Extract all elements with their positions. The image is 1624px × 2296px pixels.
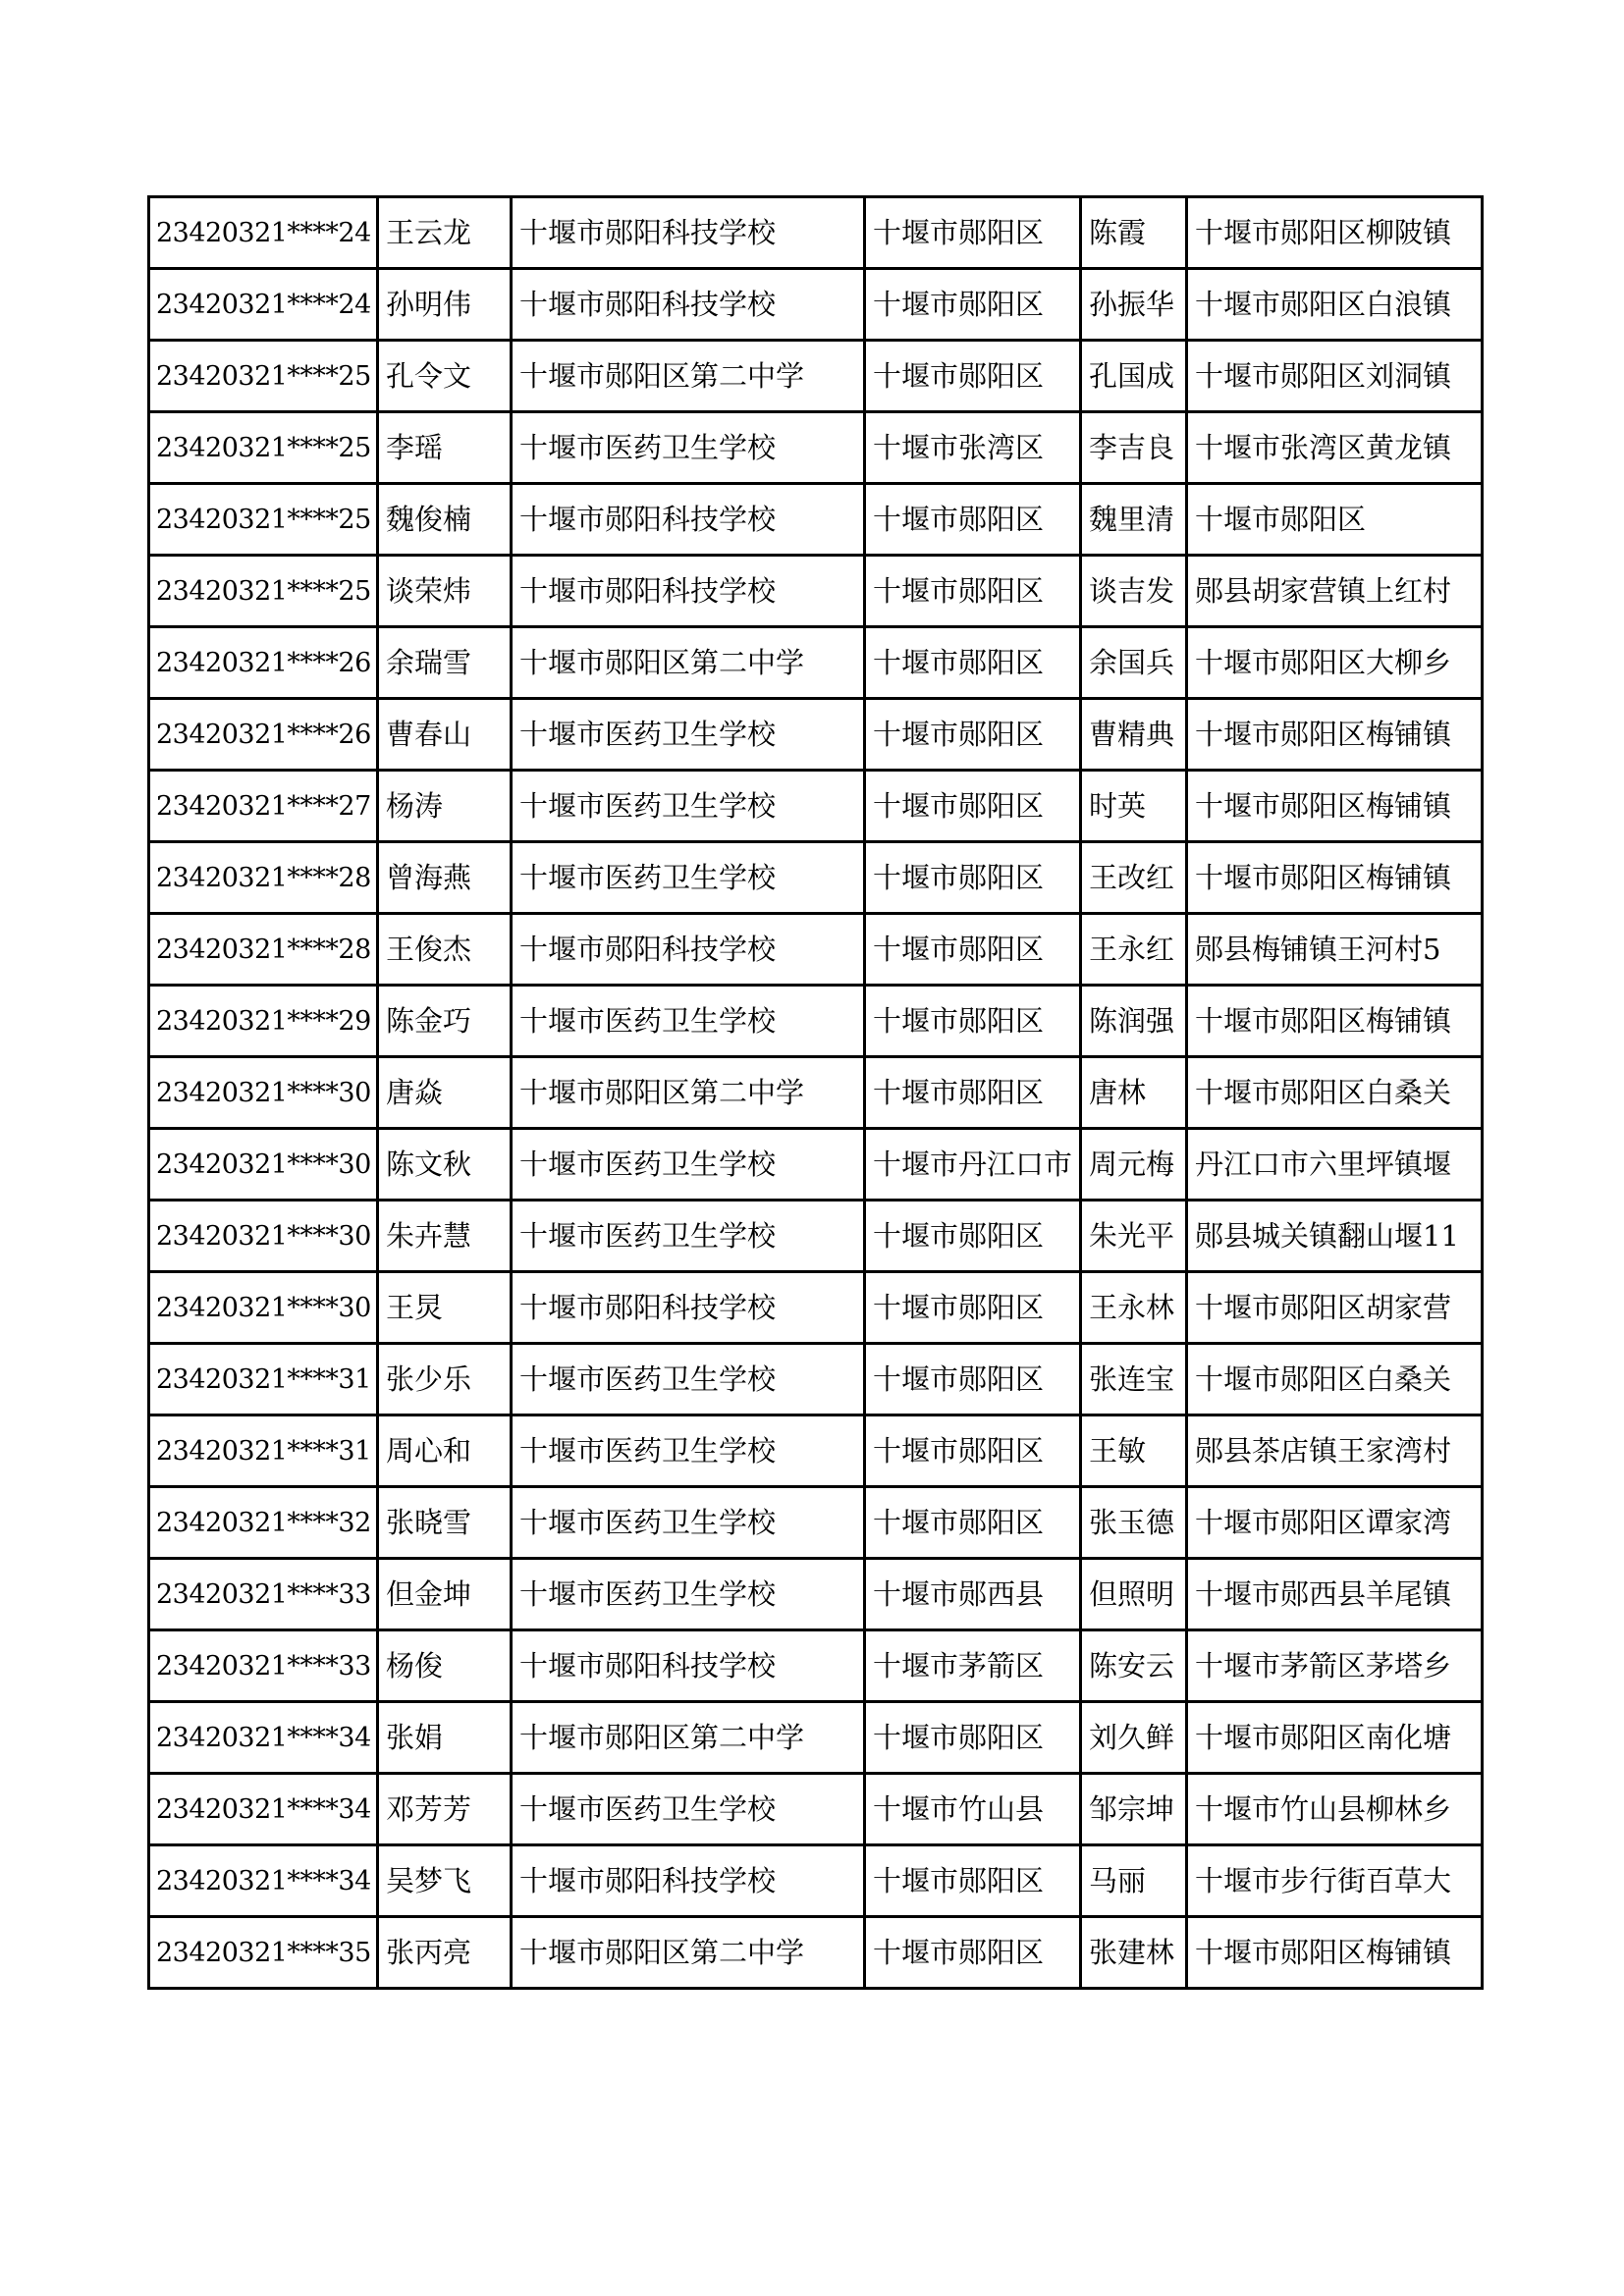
student-name-cell: 孙明伟 [378, 269, 512, 341]
address-cell: 十堰市郧阳区梅铺镇 [1187, 842, 1483, 914]
table-row [149, 699, 1483, 771]
id-number-cell: 23420321****33 [149, 1559, 378, 1630]
student-name-cell: 王云龙 [378, 197, 512, 269]
address-cell: 郧县城关镇翻山堰11 [1187, 1201, 1483, 1272]
address-cell: 郧县茶店镇王家湾村 [1187, 1415, 1483, 1487]
district-cell: 十堰市郧阳区 [865, 1057, 1081, 1129]
id-number-cell: 23420321****30 [149, 1201, 378, 1272]
address-cell: 十堰市郧阳区白浪镇 [1187, 269, 1483, 341]
guardian-name-cell: 周元梅 [1081, 1129, 1187, 1201]
table-row [149, 1415, 1483, 1487]
district-cell: 十堰市郧阳区 [865, 484, 1081, 556]
address-cell: 十堰市郧阳区胡家营 [1187, 1272, 1483, 1344]
student-name-cell: 张娟 [378, 1702, 512, 1774]
district-cell: 十堰市郧阳区 [865, 699, 1081, 771]
table-row [149, 771, 1483, 842]
table-row [149, 1272, 1483, 1344]
table-row [149, 842, 1483, 914]
student-name-cell: 朱卉慧 [378, 1201, 512, 1272]
id-number-cell: 23420321****24 [149, 269, 378, 341]
address-cell: 十堰市郧阳区梅铺镇 [1187, 986, 1483, 1057]
district-cell: 十堰市郧阳区 [865, 341, 1081, 412]
school-cell: 十堰市医药卫生学校 [512, 1344, 865, 1415]
guardian-name-cell: 余国兵 [1081, 627, 1187, 699]
school-cell: 十堰市郧阳区第二中学 [512, 1917, 865, 1989]
address-cell: 十堰市竹山县柳林乡 [1187, 1774, 1483, 1845]
school-cell: 十堰市郧阳科技学校 [512, 1630, 865, 1702]
guardian-name-cell: 陈润强 [1081, 986, 1187, 1057]
school-cell: 十堰市医药卫生学校 [512, 1487, 865, 1559]
address-cell: 十堰市茅箭区茅塔乡 [1187, 1630, 1483, 1702]
table-row [149, 1344, 1483, 1415]
district-cell: 十堰市郧阳区 [865, 986, 1081, 1057]
guardian-name-cell: 张连宝 [1081, 1344, 1187, 1415]
student-name-cell: 邓芳芳 [378, 1774, 512, 1845]
school-cell: 十堰市医药卫生学校 [512, 412, 865, 484]
school-cell: 十堰市医药卫生学校 [512, 1774, 865, 1845]
address-cell: 十堰市步行街百草大 [1187, 1845, 1483, 1917]
student-name-cell: 周心和 [378, 1415, 512, 1487]
address-cell: 十堰市郧阳区南化塘 [1187, 1702, 1483, 1774]
address-cell: 十堰市郧阳区白桑关 [1187, 1344, 1483, 1415]
table-row [149, 341, 1483, 412]
table-row [149, 1630, 1483, 1702]
id-number-cell: 23420321****28 [149, 914, 378, 986]
school-cell: 十堰市郧阳科技学校 [512, 484, 865, 556]
district-cell: 十堰市郧阳区 [865, 1487, 1081, 1559]
guardian-name-cell: 马丽 [1081, 1845, 1187, 1917]
district-cell: 十堰市郧阳区 [865, 914, 1081, 986]
table-row [149, 1917, 1483, 1989]
district-cell: 十堰市张湾区 [865, 412, 1081, 484]
student-name-cell: 杨涛 [378, 771, 512, 842]
id-number-cell: 23420321****31 [149, 1415, 378, 1487]
guardian-name-cell: 谈吉发 [1081, 556, 1187, 627]
table-row [149, 197, 1483, 269]
id-number-cell: 23420321****26 [149, 627, 378, 699]
guardian-name-cell: 魏里清 [1081, 484, 1187, 556]
guardian-name-cell: 孔国成 [1081, 341, 1187, 412]
student-name-cell: 余瑞雪 [378, 627, 512, 699]
guardian-name-cell: 邹宗坤 [1081, 1774, 1187, 1845]
guardian-name-cell: 曹精典 [1081, 699, 1187, 771]
table-row [149, 1129, 1483, 1201]
table-row [149, 1201, 1483, 1272]
school-cell: 十堰市医药卫生学校 [512, 771, 865, 842]
district-cell: 十堰市郧阳区 [865, 197, 1081, 269]
guardian-name-cell: 陈安云 [1081, 1630, 1187, 1702]
school-cell: 十堰市郧阳区第二中学 [512, 341, 865, 412]
student-name-cell: 魏俊楠 [378, 484, 512, 556]
student-name-cell: 曾海燕 [378, 842, 512, 914]
address-cell: 丹江口市六里坪镇堰 [1187, 1129, 1483, 1201]
student-name-cell: 王俊杰 [378, 914, 512, 986]
table-row [149, 1702, 1483, 1774]
school-cell: 十堰市郧阳区第二中学 [512, 1702, 865, 1774]
id-number-cell: 23420321****34 [149, 1774, 378, 1845]
id-number-cell: 23420321****25 [149, 341, 378, 412]
table-row [149, 627, 1483, 699]
table-row [149, 269, 1483, 341]
district-cell: 十堰市郧阳区 [865, 1415, 1081, 1487]
district-cell: 十堰市郧西县 [865, 1559, 1081, 1630]
student-name-cell: 但金坤 [378, 1559, 512, 1630]
school-cell: 十堰市郧阳区第二中学 [512, 1057, 865, 1129]
student-name-cell: 陈金巧 [378, 986, 512, 1057]
guardian-name-cell: 时英 [1081, 771, 1187, 842]
school-cell: 十堰市郧阳科技学校 [512, 269, 865, 341]
district-cell: 十堰市竹山县 [865, 1774, 1081, 1845]
student-table [147, 195, 1484, 1990]
school-cell: 十堰市郧阳科技学校 [512, 1845, 865, 1917]
district-cell: 十堰市丹江口市 [865, 1129, 1081, 1201]
student-name-cell: 张晓雪 [378, 1487, 512, 1559]
guardian-name-cell: 张玉德 [1081, 1487, 1187, 1559]
guardian-name-cell: 唐林 [1081, 1057, 1187, 1129]
district-cell: 十堰市郧阳区 [865, 1344, 1081, 1415]
district-cell: 十堰市郧阳区 [865, 771, 1081, 842]
district-cell: 十堰市郧阳区 [865, 1917, 1081, 1989]
id-number-cell: 23420321****24 [149, 197, 378, 269]
id-number-cell: 23420321****32 [149, 1487, 378, 1559]
school-cell: 十堰市郧阳科技学校 [512, 1272, 865, 1344]
table-row [149, 914, 1483, 986]
address-cell: 十堰市郧阳区大柳乡 [1187, 627, 1483, 699]
district-cell: 十堰市郧阳区 [865, 627, 1081, 699]
district-cell: 十堰市茅箭区 [865, 1630, 1081, 1702]
table-row [149, 556, 1483, 627]
student-name-cell: 李瑶 [378, 412, 512, 484]
district-cell: 十堰市郧阳区 [865, 269, 1081, 341]
guardian-name-cell: 刘久鲜 [1081, 1702, 1187, 1774]
guardian-name-cell: 王改红 [1081, 842, 1187, 914]
table-row [149, 412, 1483, 484]
student-name-cell: 王炅 [378, 1272, 512, 1344]
school-cell: 十堰市医药卫生学校 [512, 1559, 865, 1630]
address-cell: 十堰市郧阳区柳陂镇 [1187, 197, 1483, 269]
address-cell: 十堰市郧阳区刘洞镇 [1187, 341, 1483, 412]
district-cell: 十堰市郧阳区 [865, 1201, 1081, 1272]
guardian-name-cell: 孙振华 [1081, 269, 1187, 341]
school-cell: 十堰市医药卫生学校 [512, 986, 865, 1057]
district-cell: 十堰市郧阳区 [865, 1845, 1081, 1917]
id-number-cell: 23420321****30 [149, 1272, 378, 1344]
address-cell: 十堰市郧阳区白桑关 [1187, 1057, 1483, 1129]
table-body [149, 197, 1483, 1989]
address-cell: 十堰市郧西县羊尾镇 [1187, 1559, 1483, 1630]
id-number-cell: 23420321****35 [149, 1917, 378, 1989]
student-name-cell: 陈文秋 [378, 1129, 512, 1201]
table-row [149, 1559, 1483, 1630]
address-cell: 十堰市郧阳区谭家湾 [1187, 1487, 1483, 1559]
id-number-cell: 23420321****30 [149, 1129, 378, 1201]
district-cell: 十堰市郧阳区 [865, 1702, 1081, 1774]
school-cell: 十堰市医药卫生学校 [512, 1201, 865, 1272]
id-number-cell: 23420321****25 [149, 556, 378, 627]
id-number-cell: 23420321****34 [149, 1702, 378, 1774]
id-number-cell: 23420321****25 [149, 484, 378, 556]
district-cell: 十堰市郧阳区 [865, 1272, 1081, 1344]
address-cell: 郧县胡家营镇上红村 [1187, 556, 1483, 627]
district-cell: 十堰市郧阳区 [865, 842, 1081, 914]
address-cell: 十堰市郧阳区梅铺镇 [1187, 1917, 1483, 1989]
guardian-name-cell: 但照明 [1081, 1559, 1187, 1630]
id-number-cell: 23420321****26 [149, 699, 378, 771]
guardian-name-cell: 张建林 [1081, 1917, 1187, 1989]
table-row [149, 484, 1483, 556]
address-cell: 十堰市郧阳区 [1187, 484, 1483, 556]
student-name-cell: 谈荣炜 [378, 556, 512, 627]
guardian-name-cell: 王永林 [1081, 1272, 1187, 1344]
table-row [149, 1845, 1483, 1917]
guardian-name-cell: 陈霞 [1081, 197, 1187, 269]
id-number-cell: 23420321****25 [149, 412, 378, 484]
id-number-cell: 23420321****29 [149, 986, 378, 1057]
id-number-cell: 23420321****28 [149, 842, 378, 914]
table-row [149, 1057, 1483, 1129]
guardian-name-cell: 朱光平 [1081, 1201, 1187, 1272]
school-cell: 十堰市郧阳科技学校 [512, 556, 865, 627]
student-name-cell: 孔令文 [378, 341, 512, 412]
student-name-cell: 唐焱 [378, 1057, 512, 1129]
school-cell: 十堰市医药卫生学校 [512, 842, 865, 914]
guardian-name-cell: 李吉良 [1081, 412, 1187, 484]
table-row [149, 1774, 1483, 1845]
student-name-cell: 吴梦飞 [378, 1845, 512, 1917]
school-cell: 十堰市郧阳区第二中学 [512, 627, 865, 699]
school-cell: 十堰市郧阳科技学校 [512, 914, 865, 986]
student-name-cell: 曹春山 [378, 699, 512, 771]
id-number-cell: 23420321****34 [149, 1845, 378, 1917]
student-name-cell: 张少乐 [378, 1344, 512, 1415]
id-number-cell: 23420321****33 [149, 1630, 378, 1702]
address-cell: 十堰市郧阳区梅铺镇 [1187, 699, 1483, 771]
guardian-name-cell: 王敏 [1081, 1415, 1187, 1487]
address-cell: 十堰市张湾区黄龙镇 [1187, 412, 1483, 484]
id-number-cell: 23420321****31 [149, 1344, 378, 1415]
table-row [149, 986, 1483, 1057]
address-cell: 十堰市郧阳区梅铺镇 [1187, 771, 1483, 842]
district-cell: 十堰市郧阳区 [865, 556, 1081, 627]
id-number-cell: 23420321****30 [149, 1057, 378, 1129]
school-cell: 十堰市医药卫生学校 [512, 1415, 865, 1487]
student-name-cell: 张丙亮 [378, 1917, 512, 1989]
id-number-cell: 23420321****27 [149, 771, 378, 842]
school-cell: 十堰市医药卫生学校 [512, 699, 865, 771]
school-cell: 十堰市医药卫生学校 [512, 1129, 865, 1201]
student-name-cell: 杨俊 [378, 1630, 512, 1702]
address-cell: 郧县梅铺镇王河村5 [1187, 914, 1483, 986]
school-cell: 十堰市郧阳科技学校 [512, 197, 865, 269]
guardian-name-cell: 王永红 [1081, 914, 1187, 986]
table-row [149, 1487, 1483, 1559]
